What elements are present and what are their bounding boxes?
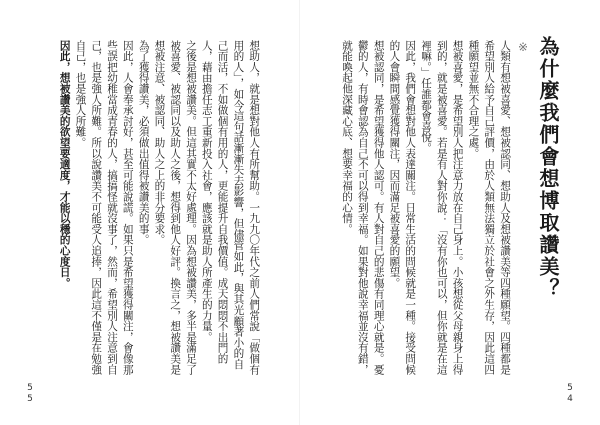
left-page bbox=[0, 0, 299, 425]
left-page-number: 55 bbox=[25, 383, 35, 405]
left-page-body bbox=[31, 40, 277, 375]
section-heading: 為什麼我們會想博取讚美？ bbox=[536, 36, 560, 300]
right-page bbox=[300, 0, 600, 425]
right-page-number: 54 bbox=[565, 383, 575, 405]
section-mark: ※ bbox=[516, 40, 530, 54]
left-page-closing-line: 因此，想被讚美的欲望要適度，才能以穩的心度日。 bbox=[58, 40, 71, 289]
left-page-paragraphs: 想助人，就是想對他人有所幫助。一九九〇年代之前人們常說「做個有用的人」，如今這句話漸漸失去影響，但儘管如此，與其光顧著小的自己而活，不如做個有用的人，更能提升自我價值。成天悶悶不出門的人，藉由擔任志工重新投入社會，應該就是助人所產生的力量。 之後是想被讚美。但這其實不太好處理。因為想被讚美，多半是滿足了被喜愛、被認同以及助人之後，想得到他人好評。換言之，想被讚美是想被注意、被認同、助人之上的非分要求。 為了獲得讚美，必須做出值得被讚美的事。 因此，人會奉承討好，甚至可能說謊。如果只是希望獲得關注，會像那些誤把幼稚當成青春的人，搞搞怪就沒事了，然而，希望別人注意到自己，也是強人所難。所以說讚美不可能受人追捧，因此這不僅是在勉強自己，也是強人所難。 bbox=[74, 40, 261, 375]
right-page-body: 人類有想被喜愛、想被認同、想助人及想被讚美等四種願望。四種都是希望別人給予自己評價，由於人類無法獨立於社會之外生存，因此這四種願望並無不合理之處。 想被喜愛，是希望別人把注意力放在自己身上。小孩想從父母親身上得到的，就是被喜愛。若是有人對你說：「沒有你也可以，但你就是在這裡嘛。」任誰都會喜悅。 因此，我們會想對他人表達關注。日常生活的問候就是一種。接受問候的人會瞬間感覺獲得關注，因而滿足被喜愛的願望。 想被認同，是希望獲得他人認可。有人對自己的悲傷有同理心就是。憂鬱的人，有時會認為自己不可以得到幸福。如果對他說幸福並沒有錯，就能喚起他深藏心底、想要幸福的心情。 bbox=[341, 40, 511, 375]
